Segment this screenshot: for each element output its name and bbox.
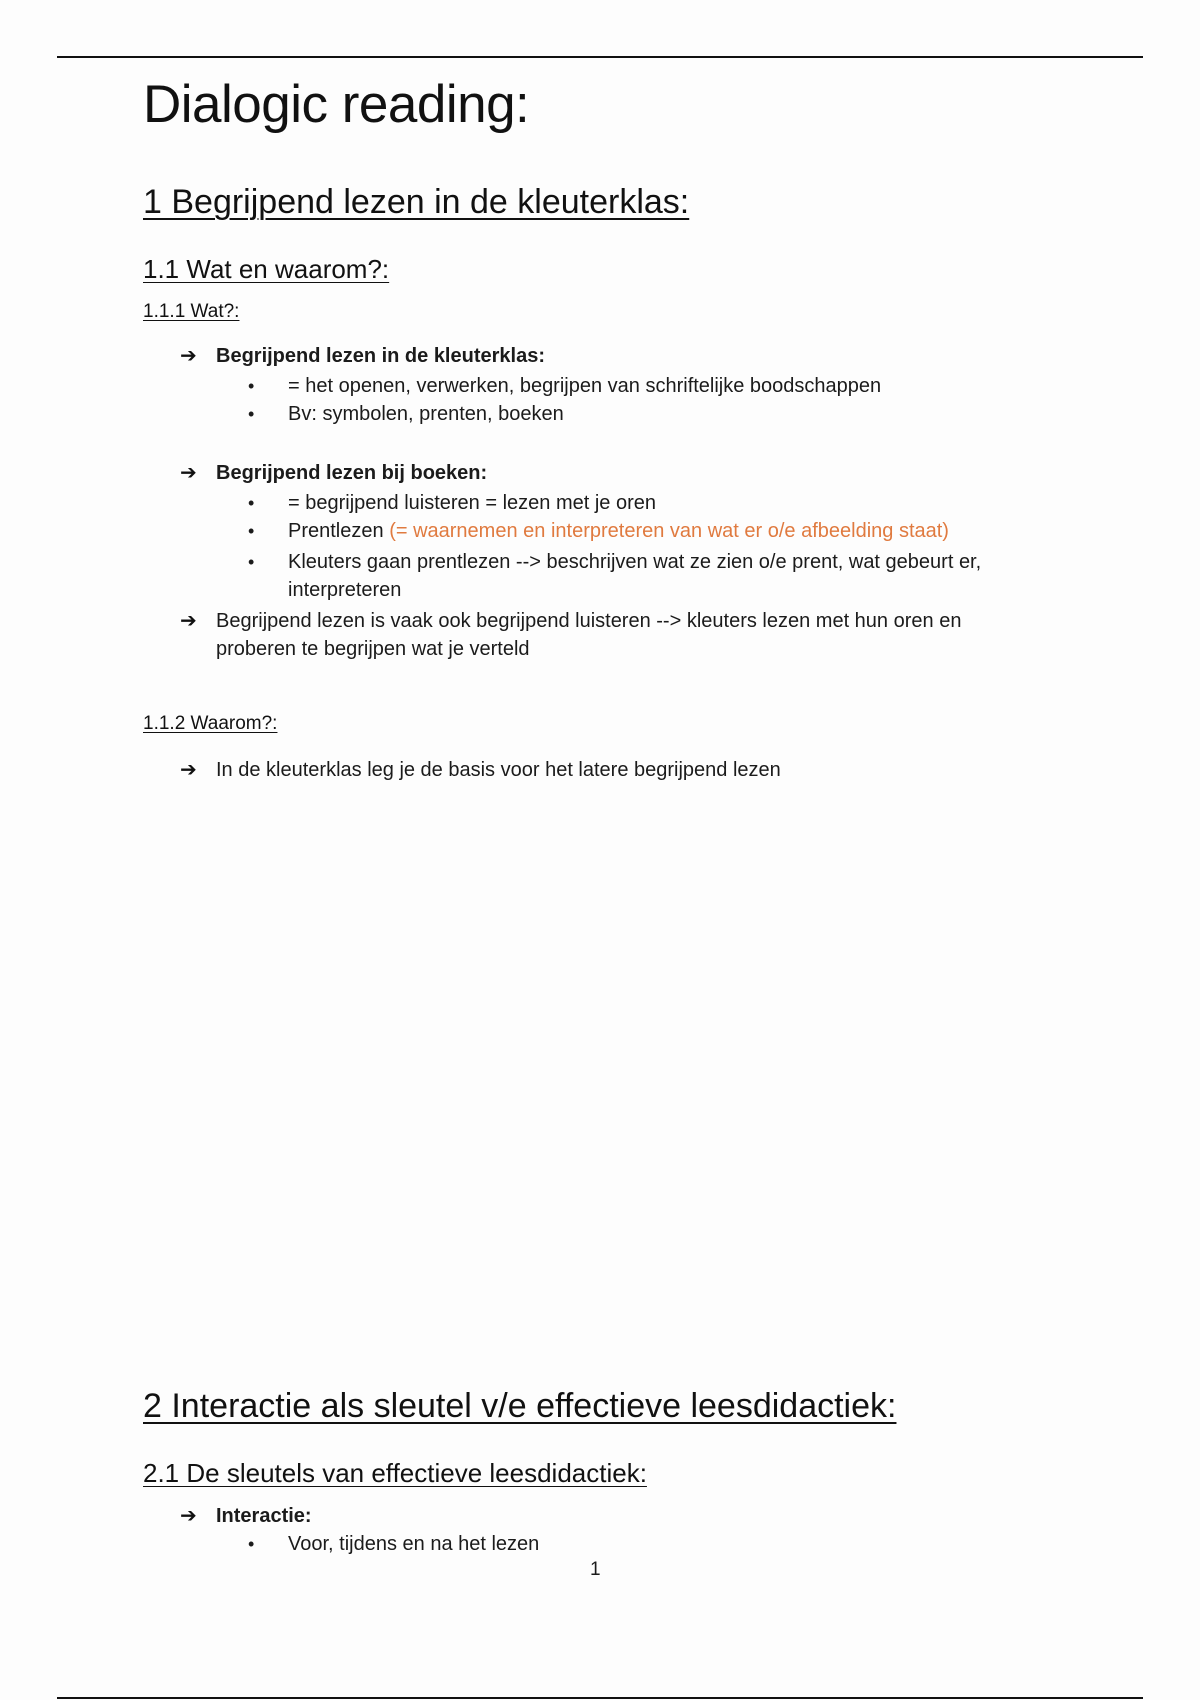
- section-2-heading: 2 Interactie als sleutel v/e effectieve leesdidactiek:: [143, 1387, 897, 1425]
- page-number: 1: [590, 1559, 601, 1580]
- arrow-item-label: Interactie:: [216, 1505, 312, 1527]
- bullet-icon: •: [248, 376, 255, 396]
- bullet-item: [248, 517, 1088, 545]
- arrow-item-text-line-1: Begrijpend lezen is vaak ook begrijpend luisteren --> kleuters lezen met hun oren en: [216, 610, 962, 632]
- arrow-icon: ➔: [180, 462, 197, 484]
- bullet-item: [248, 1530, 1088, 1558]
- bullet-item: [248, 400, 1088, 428]
- bullet-item: [248, 548, 1088, 604]
- arrow-item-kleuterklas: [180, 342, 1080, 370]
- arrow-item-label: Begrijpend lezen bij boeken:: [216, 462, 488, 484]
- bullet-text: = begrijpend luisteren = lezen met je oren: [288, 492, 657, 514]
- arrow-item-text-line-2: proberen te begrijpen wat je verteld: [216, 638, 530, 660]
- arrow-item-basis: [180, 756, 1080, 784]
- page-title: Dialogic reading:: [143, 75, 530, 134]
- section-1-heading: 1 Begrijpend lezen in de kleuterklas:: [143, 183, 690, 221]
- arrow-icon: ➔: [180, 1505, 197, 1527]
- bullet-text: Voor, tijdens en na het lezen: [288, 1533, 540, 1555]
- arrow-item-text: In de kleuterklas leg je de basis voor het latere begrijpend lezen: [216, 759, 781, 781]
- arrow-item-luisteren: [180, 607, 1080, 663]
- bullet-icon: •: [248, 552, 255, 572]
- arrow-icon: ➔: [180, 610, 197, 632]
- arrow-item-label: Begrijpend lezen in de kleuterklas:: [216, 345, 545, 367]
- bullet-text: = het openen, verwerken, begrijpen van schriftelijke boodschappen: [288, 375, 882, 397]
- prentlezen-term: Prentlezen: [288, 520, 384, 542]
- section-1-1-2-heading: 1.1.2 Waarom?:: [143, 713, 278, 734]
- arrow-item-boeken: [180, 459, 1080, 487]
- bullet-text-line-2: interpreteren: [288, 579, 402, 601]
- arrow-item-interactie: [180, 1502, 1080, 1530]
- bullet-icon: •: [248, 1534, 255, 1554]
- arrow-icon: ➔: [180, 345, 197, 367]
- bullet-item: [248, 372, 1088, 400]
- arrow-icon: ➔: [180, 759, 197, 781]
- bullet-text-line-1: Kleuters gaan prentlezen --> beschrijven wat ze zien o/e prent, wat gebeurt er,: [288, 551, 982, 573]
- bullet-text-prentlezen: [288, 517, 1088, 545]
- section-1-1-heading: 1.1 Wat en waarom?:: [143, 254, 390, 284]
- section-2-1-heading: 2.1 De sleutels van effectieve leesdidactiek:: [143, 1458, 647, 1488]
- bullet-item: [248, 489, 1088, 517]
- bullet-icon: •: [248, 493, 255, 513]
- section-1-1-1-heading: 1.1.1 Wat?:: [143, 301, 240, 322]
- bullet-text: Bv: symbolen, prenten, boeken: [288, 403, 564, 425]
- bullet-icon: •: [248, 404, 255, 424]
- bottom-rule: [57, 1697, 1143, 1699]
- bullet-icon: •: [248, 521, 255, 541]
- prentlezen-definition: (= waarnemen en interpreteren van wat er o/e afbeelding staat): [389, 520, 949, 542]
